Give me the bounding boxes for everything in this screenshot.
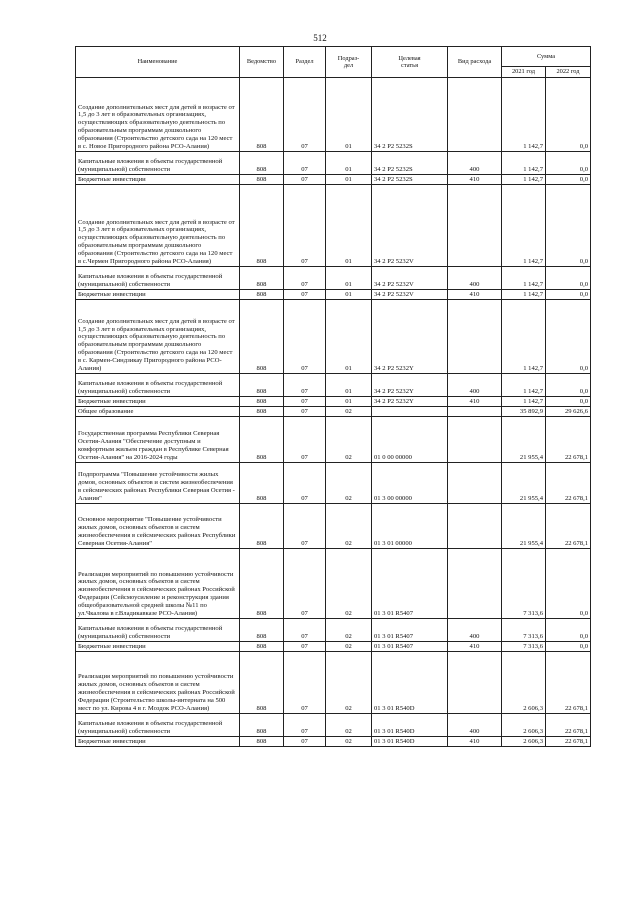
cell-expense-type [448, 185, 502, 267]
header-name: Наименование [76, 47, 240, 78]
cell-expense-type: 400 [448, 374, 502, 397]
cell-expense-type: 400 [448, 152, 502, 175]
cell-expense-type: 410 [448, 737, 502, 747]
cell-amount-2021: 1 142,7 [502, 290, 546, 300]
cell-expense-type [448, 78, 502, 152]
cell-target-article: 01 0 00 00000 [372, 417, 448, 463]
cell-name: Капитальные вложения в объекты государственной (муниципальной) собственности [76, 714, 240, 737]
cell-name: Бюджетные инвестиции [76, 175, 240, 185]
cell-department: 808 [240, 397, 284, 407]
cell-subsection: 01 [326, 300, 372, 374]
cell-amount-2021: 1 142,7 [502, 78, 546, 152]
cell-amount-2021: 21 955,4 [502, 504, 546, 549]
cell-department: 808 [240, 290, 284, 300]
cell-subsection: 02 [326, 714, 372, 737]
cell-section: 07 [284, 642, 326, 652]
cell-amount-2022: 22 678,1 [546, 417, 591, 463]
cell-name: Подпрограмма "Повышение устойчивости жилых домов, основных объектов и систем жизнеобеспечения в сейсмических районах Республики Северная Осетия - Алания" [76, 463, 240, 504]
cell-amount-2022: 22 678,1 [546, 463, 591, 504]
cell-department: 808 [240, 78, 284, 152]
header-year-2022: 2022 год [546, 67, 591, 78]
cell-amount-2022: 0,0 [546, 549, 591, 619]
table-row [76, 175, 591, 185]
cell-amount-2021: 1 142,7 [502, 374, 546, 397]
table-row [76, 300, 591, 374]
table-row [76, 463, 591, 504]
cell-expense-type [448, 407, 502, 417]
cell-department: 808 [240, 152, 284, 175]
table-row [76, 714, 591, 737]
cell-amount-2022: 0,0 [546, 185, 591, 267]
table-row [76, 374, 591, 397]
cell-target-article: 01 3 00 00000 [372, 463, 448, 504]
cell-target-article: 01 3 01 R5407 [372, 549, 448, 619]
cell-section: 07 [284, 267, 326, 290]
cell-subsection: 02 [326, 504, 372, 549]
cell-amount-2021: 21 955,4 [502, 417, 546, 463]
cell-expense-type: 410 [448, 397, 502, 407]
cell-target-article: 01 3 01 00000 [372, 504, 448, 549]
cell-subsection: 02 [326, 407, 372, 417]
cell-section: 07 [284, 374, 326, 397]
cell-department: 808 [240, 185, 284, 267]
cell-name: Бюджетные инвестиции [76, 642, 240, 652]
cell-subsection: 02 [326, 652, 372, 714]
cell-subsection: 01 [326, 175, 372, 185]
cell-amount-2022: 0,0 [546, 152, 591, 175]
cell-department: 808 [240, 652, 284, 714]
cell-department: 808 [240, 374, 284, 397]
cell-target-article: 34 2 P2 5232Y [372, 397, 448, 407]
cell-department: 808 [240, 463, 284, 504]
table-row [76, 397, 591, 407]
cell-section: 07 [284, 397, 326, 407]
cell-amount-2021: 35 892,9 [502, 407, 546, 417]
cell-name: Основное мероприятие "Повышение устойчивости жилых домов, основных объектов и систем жизнеобеспечения в сейсмических районах Республики Северная Осетия-Алания" [76, 504, 240, 549]
cell-amount-2021: 21 955,4 [502, 463, 546, 504]
cell-department: 808 [240, 504, 284, 549]
cell-subsection: 02 [326, 642, 372, 652]
cell-subsection: 02 [326, 463, 372, 504]
cell-amount-2021: 1 142,7 [502, 185, 546, 267]
cell-department: 808 [240, 714, 284, 737]
cell-section: 07 [284, 78, 326, 152]
cell-amount-2021: 1 142,7 [502, 397, 546, 407]
table-row [76, 504, 591, 549]
cell-section: 07 [284, 175, 326, 185]
cell-amount-2022: 0,0 [546, 78, 591, 152]
header-section: Раздел [284, 47, 326, 78]
cell-amount-2021: 7 313,6 [502, 549, 546, 619]
cell-amount-2022: 22 678,1 [546, 737, 591, 747]
cell-subsection: 02 [326, 549, 372, 619]
header-amount: Сумма [502, 47, 591, 67]
table-row [76, 78, 591, 152]
cell-section: 07 [284, 619, 326, 642]
cell-department: 808 [240, 549, 284, 619]
cell-section: 07 [284, 300, 326, 374]
header-target-article: Целевая статья [372, 47, 448, 78]
cell-target-article: 34 2 P2 5232V [372, 185, 448, 267]
cell-name: Создание дополнительных мест для детей в возрасте от 1,5 до 3 лет в образовательных организациях, осуществляющих образовательную деятельность по образовательным программам дошкольного образования (Строительство детского сада на 120 мест в с. Кармен-Синдзикау Пригородного района РСО-Алания) [76, 300, 240, 374]
cell-subsection: 01 [326, 152, 372, 175]
cell-amount-2021: 2 606,3 [502, 737, 546, 747]
cell-target-article: 34 2 P2 5232V [372, 267, 448, 290]
cell-expense-type: 400 [448, 714, 502, 737]
cell-expense-type [448, 417, 502, 463]
cell-department: 808 [240, 417, 284, 463]
cell-expense-type: 410 [448, 290, 502, 300]
cell-expense-type [448, 652, 502, 714]
cell-expense-type [448, 549, 502, 619]
cell-amount-2022: 0,0 [546, 374, 591, 397]
cell-name: Государственная программа Республики Северная Осетия-Алания "Обеспечение доступным и комфортным жильем граждан в Республике Северная Осетия-Алания" на 2016-2024 годы [76, 417, 240, 463]
cell-department: 808 [240, 267, 284, 290]
table-row [76, 152, 591, 175]
cell-expense-type [448, 300, 502, 374]
cell-expense-type: 410 [448, 175, 502, 185]
cell-amount-2021: 7 313,6 [502, 642, 546, 652]
cell-amount-2022: 29 626,6 [546, 407, 591, 417]
cell-subsection: 01 [326, 290, 372, 300]
cell-target-article: 34 2 P2 5232S [372, 78, 448, 152]
cell-target-article: 34 2 P2 5232V [372, 290, 448, 300]
cell-name: Реализация мероприятий по повышению устойчивости жилых домов, основных объектов и систем жизнеобеспечения в сейсмических районах Российской Федерации (Сейсмоусиление и реконструкция здания общеобразовательной средней школы №11 по ул.Чкалова в г.Владикавказе РСО-Алания) [76, 549, 240, 619]
cell-expense-type: 400 [448, 619, 502, 642]
cell-name: Бюджетные инвестиции [76, 290, 240, 300]
cell-department: 808 [240, 642, 284, 652]
header-department: Ведомство [240, 47, 284, 78]
cell-amount-2022: 22 678,1 [546, 504, 591, 549]
cell-subsection: 01 [326, 267, 372, 290]
table-row [76, 267, 591, 290]
cell-amount-2022: 22 678,1 [546, 714, 591, 737]
table-row [76, 417, 591, 463]
cell-section: 07 [284, 652, 326, 714]
header-subsection: Подраз- дел [326, 47, 372, 78]
cell-target-article: 34 2 P2 5232S [372, 175, 448, 185]
cell-subsection: 02 [326, 619, 372, 642]
cell-amount-2022: 0,0 [546, 619, 591, 642]
cell-name: Капитальные вложения в объекты государственной (муниципальной) собственности [76, 152, 240, 175]
table-body [76, 78, 591, 747]
cell-target-article: 01 3 01 R5407 [372, 619, 448, 642]
cell-section: 07 [284, 152, 326, 175]
cell-target-article: 34 2 P2 5232S [372, 152, 448, 175]
table-row [76, 619, 591, 642]
cell-amount-2022: 0,0 [546, 175, 591, 185]
table-row [76, 642, 591, 652]
cell-name: Капитальные вложения в объекты государственной (муниципальной) собственности [76, 267, 240, 290]
cell-department: 808 [240, 737, 284, 747]
cell-target-article: 01 3 01 R540D [372, 737, 448, 747]
cell-amount-2021: 1 142,7 [502, 267, 546, 290]
table-row [76, 737, 591, 747]
cell-name: Бюджетные инвестиции [76, 397, 240, 407]
cell-amount-2022: 22 678,1 [546, 652, 591, 714]
cell-expense-type: 410 [448, 642, 502, 652]
cell-amount-2021: 1 142,7 [502, 152, 546, 175]
page-number: 512 [313, 33, 327, 43]
cell-section: 07 [284, 737, 326, 747]
cell-section: 07 [284, 185, 326, 267]
cell-subsection: 02 [326, 417, 372, 463]
cell-target-article: 01 3 01 R5407 [372, 642, 448, 652]
table-row [76, 407, 591, 417]
cell-amount-2021: 1 142,7 [502, 300, 546, 374]
cell-section: 07 [284, 714, 326, 737]
cell-name: Капитальные вложения в объекты государственной (муниципальной) собственности [76, 374, 240, 397]
cell-section: 07 [284, 407, 326, 417]
cell-expense-type [448, 463, 502, 504]
cell-expense-type: 400 [448, 267, 502, 290]
cell-section: 07 [284, 290, 326, 300]
cell-section: 07 [284, 504, 326, 549]
cell-amount-2022: 0,0 [546, 397, 591, 407]
cell-target-article: 34 2 P2 5232Y [372, 374, 448, 397]
cell-name: Реализация мероприятий по повышению устойчивости жилых домов, основных объектов и систем жизнеобеспечения в сейсмических районах Российской Федерации (Строительство школы-интерната на 500 мест по ул. Кирова 4 в г. Моздок РСО-Алания) [76, 652, 240, 714]
cell-section: 07 [284, 417, 326, 463]
cell-amount-2022: 0,0 [546, 290, 591, 300]
cell-amount-2022: 0,0 [546, 300, 591, 374]
cell-name: Бюджетные инвестиции [76, 737, 240, 747]
cell-target-article: 01 3 01 R540D [372, 652, 448, 714]
table-header [76, 47, 591, 78]
cell-subsection: 01 [326, 397, 372, 407]
cell-amount-2021: 7 313,6 [502, 619, 546, 642]
cell-target-article [372, 407, 448, 417]
table-row [76, 290, 591, 300]
cell-department: 808 [240, 300, 284, 374]
table-row [76, 652, 591, 714]
cell-department: 808 [240, 407, 284, 417]
cell-section: 07 [284, 549, 326, 619]
cell-subsection: 01 [326, 374, 372, 397]
cell-amount-2021: 2 606,3 [502, 652, 546, 714]
table-row [76, 549, 591, 619]
cell-amount-2022: 0,0 [546, 642, 591, 652]
header-year-2021: 2021 год [502, 67, 546, 78]
cell-subsection: 02 [326, 737, 372, 747]
cell-section: 07 [284, 463, 326, 504]
cell-name: Создание дополнительных мест для детей в возрасте от 1,5 до 3 лет в образовательных организациях, осуществляющих образовательную деятельность по образовательным программам дошкольного образования (Строительство детского сада на 120 мест в с.Чермен Пригородного района РСО-Алания) [76, 185, 240, 267]
cell-amount-2021: 1 142,7 [502, 175, 546, 185]
table-row [76, 185, 591, 267]
budget-table [75, 46, 591, 747]
cell-expense-type [448, 504, 502, 549]
cell-department: 808 [240, 619, 284, 642]
cell-amount-2021: 2 606,3 [502, 714, 546, 737]
cell-subsection: 01 [326, 185, 372, 267]
cell-department: 808 [240, 175, 284, 185]
cell-name: Капитальные вложения в объекты государственной (муниципальной) собственности [76, 619, 240, 642]
cell-name: Создание дополнительных мест для детей в возрасте от 1,5 до 3 лет в образовательных организациях, осуществляющих образовательную деятельность по образовательным программам дошкольного образования (Строительство детского сада на 120 мест в с. Новое Пригородного района РСО-Алания) [76, 78, 240, 152]
header-expense-type: Вид расхода [448, 47, 502, 78]
cell-target-article: 01 3 01 R540D [372, 714, 448, 737]
cell-subsection: 01 [326, 78, 372, 152]
cell-name: Общее образование [76, 407, 240, 417]
cell-amount-2022: 0,0 [546, 267, 591, 290]
cell-target-article: 34 2 P2 5232Y [372, 300, 448, 374]
